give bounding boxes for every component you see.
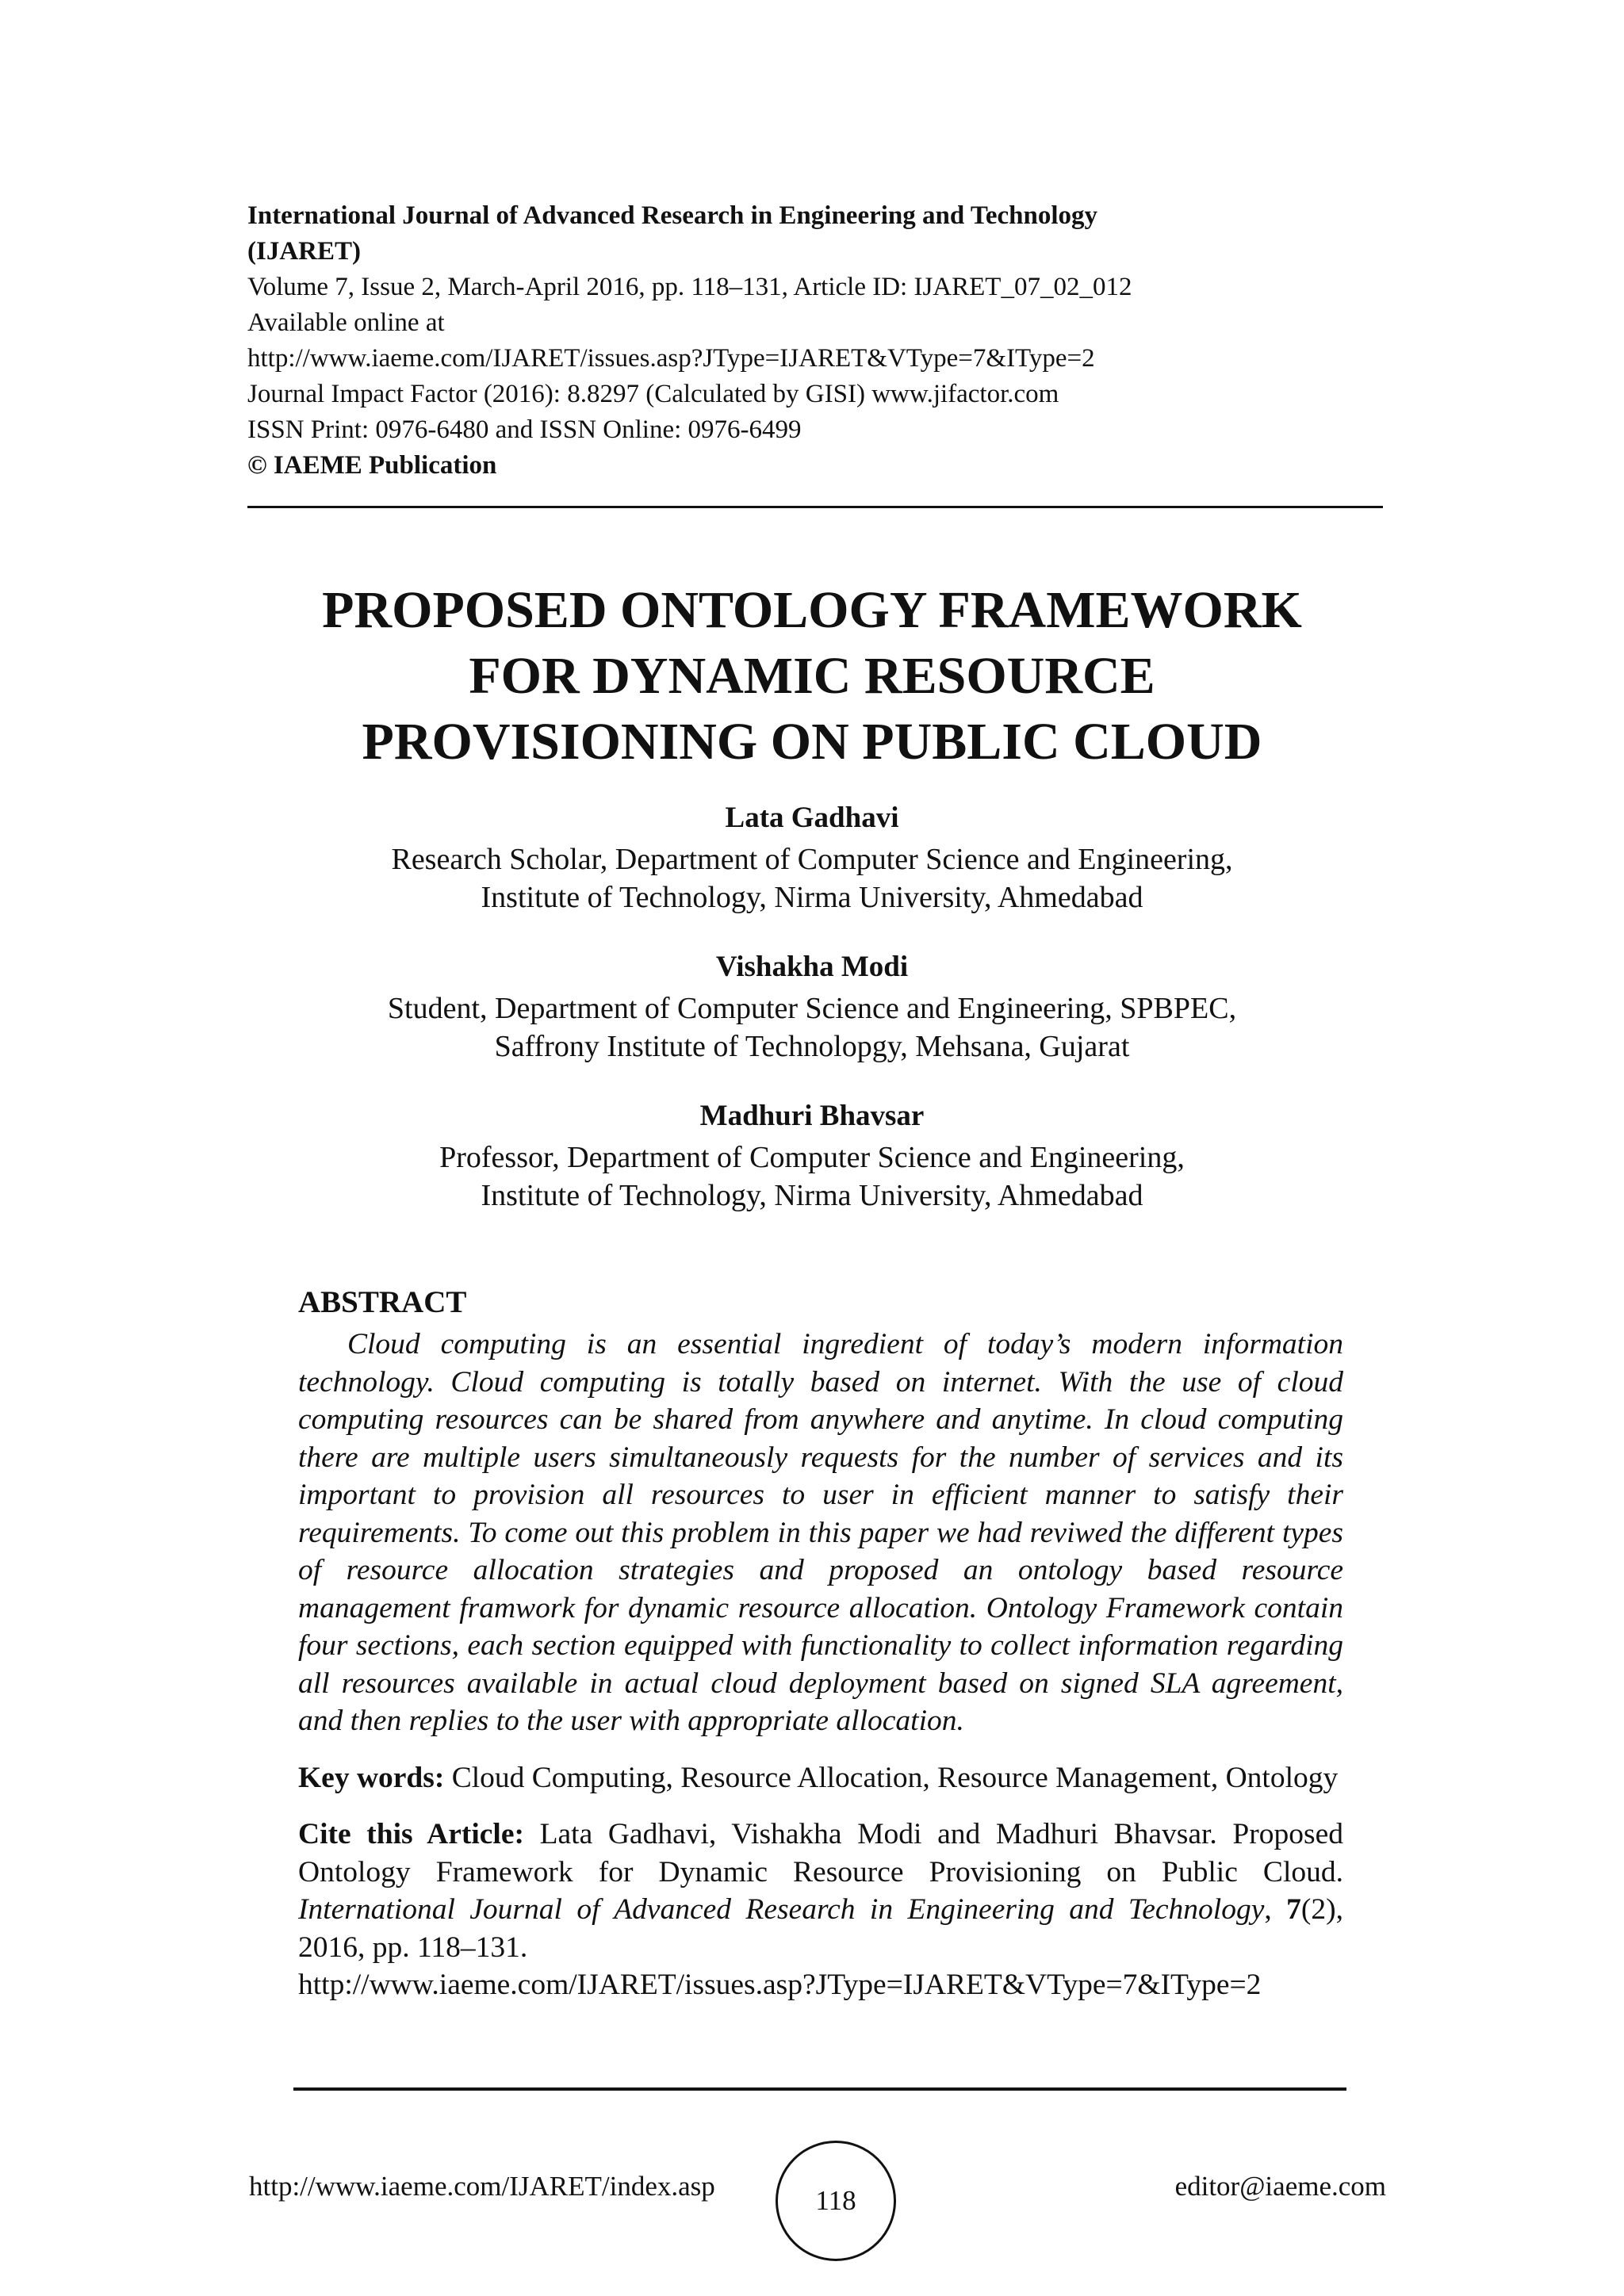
citation-issue-pages: (2), 2016, pp. 118–131. xyxy=(298,1893,1343,1964)
citation-title: Proposed Ontology Framework for Dynamic Resource Provisioning on Public Cloud. xyxy=(298,1818,1344,1888)
keywords-label: Key words: xyxy=(298,1761,445,1794)
citation-label: Cite this Article: xyxy=(298,1818,524,1850)
author-affiliation-line: Research Scholar, Department of Computer Science and Engineering, xyxy=(391,843,1233,876)
citation-journal: International Journal of Advanced Research in Engineering and Technology xyxy=(298,1893,1265,1926)
citation-paragraph xyxy=(298,1816,1343,2004)
abstract-heading: ABSTRACT xyxy=(298,1285,467,1319)
citation-underline xyxy=(293,2087,1346,2091)
author-affiliation-line: Institute of Technology, Nirma University, Ahmedabad xyxy=(481,1179,1143,1212)
author-block xyxy=(238,799,1386,916)
issn-info: ISSN Print: 0976-6480 and ISSN Online: 0976-6499 xyxy=(247,415,802,444)
footer-journal-url[interactable]: http://www.iaeme.com/IJARET/index.asp xyxy=(249,2171,715,2202)
volume-info: Volume 7, Issue 2, March-April 2016, pp. 118–131, Article ID: IJARET_07_02_012 xyxy=(247,273,1132,301)
page-footer xyxy=(0,2141,1624,2236)
title-line-2: FOR DYNAMIC RESOURCE xyxy=(469,647,1155,705)
author-block xyxy=(238,948,1386,1066)
author-list xyxy=(238,799,1386,1246)
author-block xyxy=(238,1097,1386,1215)
keywords-text: Cloud Computing, Resource Allocation, Resource Management, Ontology xyxy=(451,1761,1339,1794)
impact-factor: Journal Impact Factor (2016): 8.8297 (Calculated by GISI) www.jifactor.com xyxy=(247,380,1059,408)
author-affiliation-line: Saffrony Institute of Technolopgy, Mehsana, Gujarat xyxy=(494,1030,1130,1063)
title-line-3: PROVISIONING ON PUBLIC CLOUD xyxy=(362,713,1262,771)
header-divider xyxy=(247,506,1383,508)
abstract-body: Cloud computing is an essential ingredient of today’s modern information technology. Cloud computing is totally based on internet. With the use of cloud computing resources can be shared from anywhere and anytime. In cloud computing there are multiple users simultaneously requests for the number of services and its important to provision all resources to user in efficient manner to satisfy their requirements. To come out this problem in this paper we had reviwed the different types of resource allocation strategies and proposed an ontology based resource management framwork for dynamic resource allocation. Ontology Framework contain four sections, each section equipped with functionality to collect information regarding all resources available in actual cloud deployment based on signed SLA agreement, and then replies to the user with appropriate allocation. xyxy=(298,1328,1343,1737)
author-affiliation-line: Student, Department of Computer Science and Engineering, SPBPEC, xyxy=(387,992,1237,1025)
journal-header xyxy=(247,198,1389,484)
journal-name-line2: (IJARET) xyxy=(247,237,362,266)
author-name: Lata Gadhavi xyxy=(725,802,899,834)
issue-url-link[interactable]: http://www.iaeme.com/IJARET/issues.asp?JType=IJARET&VType=7&IType=2 xyxy=(247,344,1095,373)
title-line-1: PROPOSED ONTOLOGY FRAMEWORK xyxy=(322,581,1302,639)
citation-comma: , xyxy=(1264,1893,1272,1926)
author-name: Vishakha Modi xyxy=(715,951,909,983)
available-online-label: Available online at xyxy=(247,308,445,337)
citation-volume: 7 xyxy=(1286,1893,1301,1926)
keywords-paragraph xyxy=(298,1759,1343,1797)
page-number: 118 xyxy=(776,2141,896,2261)
author-affiliation-line: Institute of Technology, Nirma University, Ahmedabad xyxy=(481,881,1143,914)
citation-authors: Lata Gadhavi, Vishakha Modi and Madhuri Bhavsar. xyxy=(539,1818,1217,1850)
citation-url-link[interactable]: http://www.iaeme.com/IJARET/issues.asp?JType=IJARET&VType=7&IType=2 xyxy=(298,1969,1262,2001)
author-affiliation-line: Professor, Department of Computer Science and Engineering, xyxy=(439,1141,1185,1174)
publisher-copyright: © IAEME Publication xyxy=(247,451,497,480)
footer-email[interactable]: editor@iaeme.com xyxy=(1174,2171,1386,2202)
paper-title xyxy=(238,577,1386,775)
abstract-section xyxy=(298,1283,1343,2004)
journal-name-line1: International Journal of Advanced Research in Engineering and Technology xyxy=(247,201,1098,230)
author-name: Madhuri Bhavsar xyxy=(699,1100,925,1132)
